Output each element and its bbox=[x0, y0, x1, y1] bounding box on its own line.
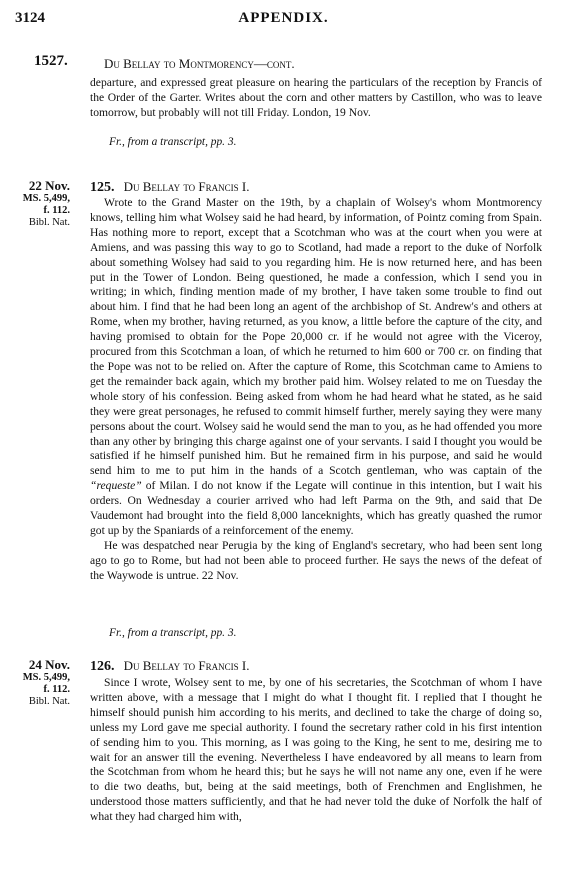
entry-125-title: Du Bellay to Francis I. bbox=[123, 179, 250, 194]
entry-125-folio: f. 112. bbox=[43, 205, 70, 216]
page-title: APPENDIX. bbox=[238, 10, 329, 26]
entry-125-source: Fr., from a transcript, pp. 3. bbox=[109, 627, 237, 639]
entry-125-date: 22 Nov. bbox=[28, 178, 70, 193]
entry-125-paragraph-1: Wrote to the Grand Master on the 19th, by a chaplain of Wolsey's whom Montmorency knows, telling him what Wolsey said he had heard, by information, of Pointz coming from Spain. Has nothing more to report, except that a Scotchman who was at the court when you were at Amiens, and was passing this way to go to Scotland, had made a report to the duke of Norfolk about something Wolsey had said to you regarding him. He is now returned here, and has been put in the Tower of London. Being questioned, he made a confession, which I send you in writing; in which, finding mention made of my brother, I have taken some trouble to find out about him. I find that he had been long an agent of the archbishop of St. Andrew's and others at Rome, when my brother, having returned, as you know, a little before the capture of the city, and having promised to obtain for the Pope 20,000 cr. if he would not agree with the Viceroy, procured from this Scotchman a loan, of which he returned to him 600 or 700 cr. on finding that the Pope was not to be relied on. After the capture of Rome, this Scotchman came to Amiens to get the remainder back again, which my brother paid him. Wolsey related to me on Tuesday the whole story of his confession. Being asked from whom he had heard what he stated, as he said they were great personages, he refused to commit himself further, merely saying they were many persons about the court. Wolsey said he would send the man to you, as he had offended you more than any other by bringing this charge against one of your servants. I said I thought you would be satisfied if he himself punished him. But he remained firm in his purpose, and said he would send him to me to put him in the hands of a Scotch gentleman, who was captain of the “requeste” of Milan. I do not know if the Legate will continue in this intention, but I wait his orders. On Wednesday a courier arrived who had left Parma on the 9th, and said that De Vaudemont had brought into the field 8,000 lanceknights, which has greatly quashed the rumor got up by the Spaniards of a reinforcement of the enemy. bbox=[90, 196, 542, 537]
entry-125-ms: MS. 5,499, bbox=[22, 193, 70, 204]
entry-126-title: Du Bellay to Francis I. bbox=[123, 658, 250, 673]
entry-126-date: 24 Nov. bbox=[28, 657, 70, 672]
entry-125-body bbox=[90, 196, 542, 584]
entry-126-body bbox=[90, 676, 542, 825]
entry-126-heading bbox=[90, 658, 250, 675]
running-head bbox=[0, 10, 567, 30]
year-marker: 1527. bbox=[34, 53, 68, 69]
entry-125-requeste: “requeste” bbox=[90, 479, 142, 493]
continued-entry-text: departure, and expressed great pleasure on hearing the particulars of the reception by Francis of the Order of the Garter. Writes about the corn and other matters by Castillon, who was to leave tomorrow, but probably will not till Friday. London, 19 Nov. bbox=[90, 76, 542, 119]
continued-entry-heading: Du Bellay to Montmorency—cont. bbox=[104, 56, 295, 71]
entry-126-number: 126. bbox=[90, 659, 115, 674]
entry-125-library: Bibl. Nat. bbox=[28, 217, 70, 228]
entry-125-heading bbox=[90, 179, 250, 196]
entry-126-folio: f. 112. bbox=[43, 684, 70, 695]
continued-entry-body bbox=[90, 76, 542, 121]
entry-126-paragraph-1: Since I wrote, Wolsey sent to me, by one of his secretaries, the Scotchman of whom I have written above, with a message that I might do what I thought fit. I replied that I thought he himself should punish him according to his merits, and declined to take the charge of doing so, unless my Lord gave me special authority. I found the secretary rather cold in his first intention of sending him to you. This morning, as I was going to the King, he sent to me, desiring me to wait for an answer till the evening. Nevertheless I have endeavored by all means to learn from the Scotchman from whom he heard this; but he says he will not name any one, even if he were to die two deaths, but, being at the said meetings, both of Frenchmen and Englishmen, he understood those matters sufficiently, and that he had never told the duke of Norfolk the half of what they had charged him with, bbox=[90, 676, 542, 824]
entry-125-margin bbox=[8, 178, 70, 229]
entry-125-paragraph-2: He was despatched near Perugia by the king of England's secretary, who had been sent long ago to go to Rome, but had not been able to proceed further. He says the news of the defeat of the Waywode is untrue. 22 Nov. bbox=[90, 538, 542, 582]
entry-126-library: Bibl. Nat. bbox=[28, 696, 70, 707]
entry-126-ms: MS. 5,499, bbox=[22, 672, 70, 683]
entry-126-margin bbox=[8, 657, 70, 708]
continued-entry-source: Fr., from a transcript, pp. 3. bbox=[109, 136, 237, 148]
entry-125-number: 125. bbox=[90, 180, 115, 195]
page-number: 3124 bbox=[15, 10, 45, 26]
